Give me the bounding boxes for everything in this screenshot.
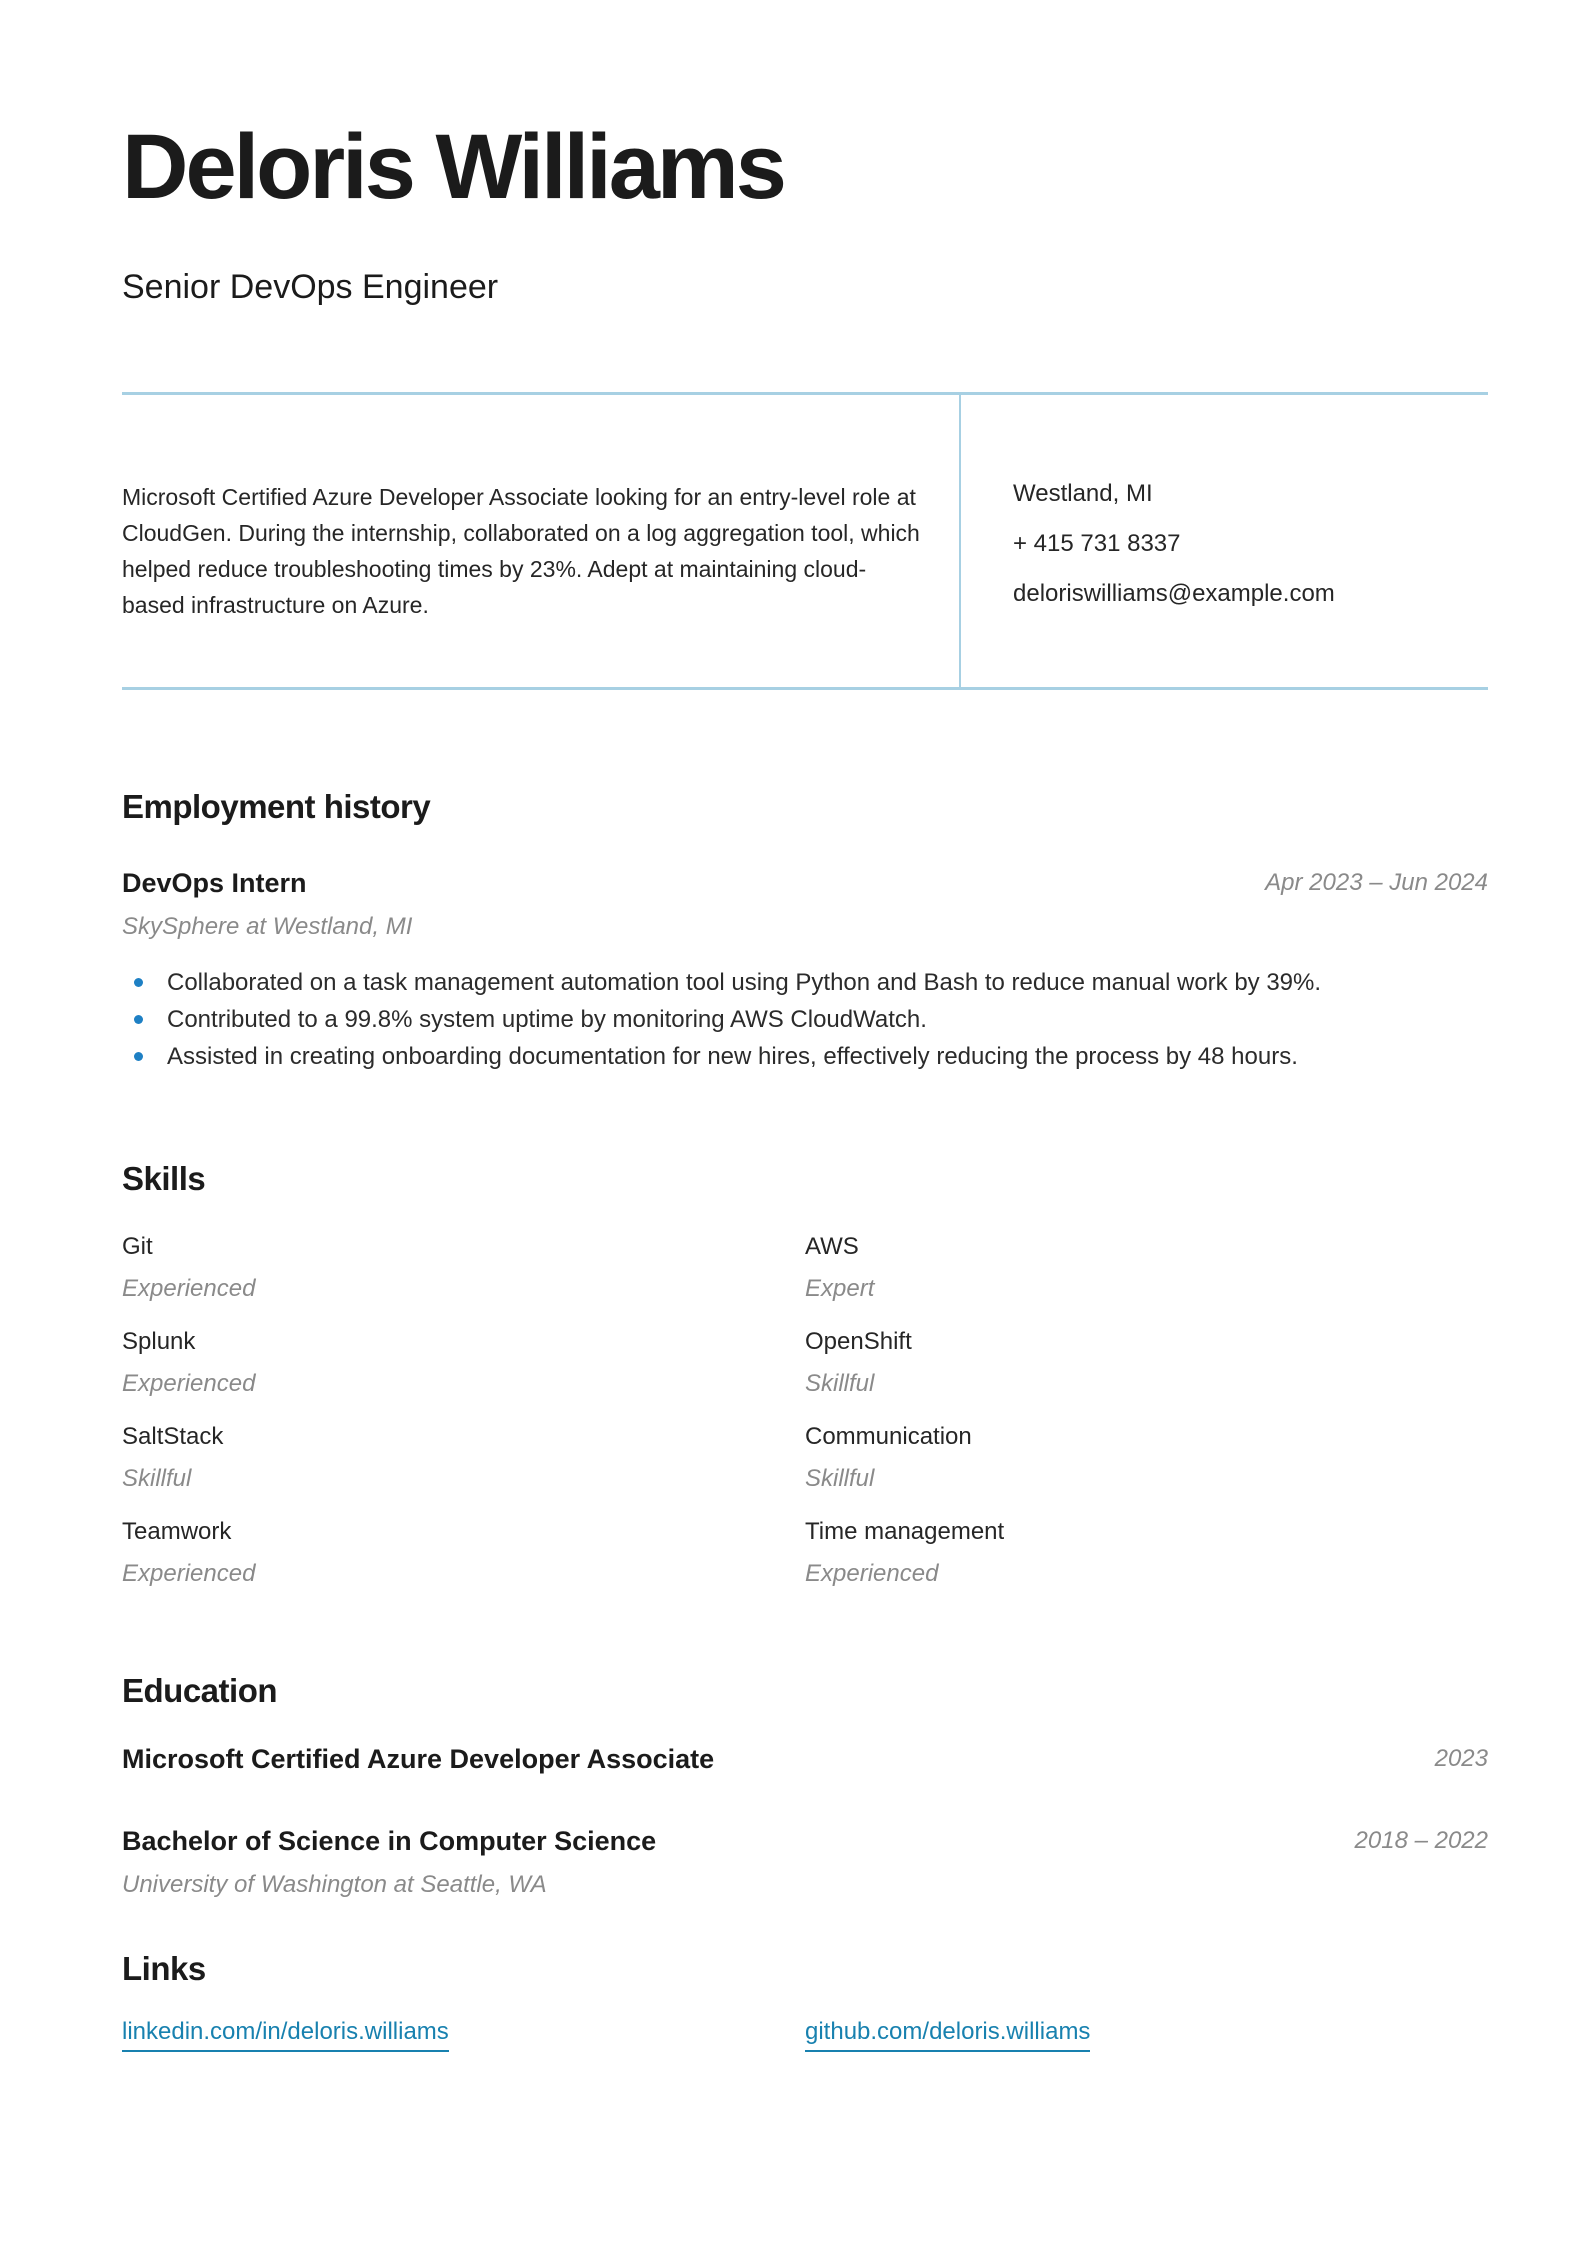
- skill-item: [805, 1422, 1488, 1494]
- education-title: Microsoft Certified Azure Developer Associate: [122, 1744, 715, 1775]
- summary-contact-panel: [122, 392, 1488, 690]
- skill-level: Experienced: [122, 1560, 256, 1588]
- education-dates: 2023: [1434, 1745, 1488, 1773]
- skills-grid: [122, 1232, 1488, 1612]
- skill-item: [122, 1327, 805, 1399]
- skills-heading: Skills: [122, 1160, 206, 1198]
- link-item: [805, 2018, 1488, 2052]
- job-title: DevOps Intern: [122, 868, 307, 899]
- job-dates: Apr 2023 – Jun 2024: [1265, 869, 1488, 897]
- job-entry: [122, 866, 1488, 1072]
- skill-level: Skillful: [122, 1465, 192, 1493]
- job-header-row: [122, 866, 1488, 900]
- education-title: Bachelor of Science in Computer Science: [122, 1826, 657, 1857]
- skill-level: Experienced: [805, 1560, 939, 1588]
- bullet-dot-icon: [134, 1015, 143, 1024]
- bullet-dot-icon: [134, 978, 143, 987]
- links-list: [122, 2018, 1488, 2052]
- external-link[interactable]: linkedin.com/in/deloris.williams: [122, 2018, 449, 2052]
- employment-history-heading: Employment history: [122, 788, 431, 826]
- education-item: [122, 1742, 1488, 1776]
- skill-name: SaltStack: [122, 1423, 224, 1451]
- contact-email: deloriswilliams@example.com: [1013, 580, 1335, 608]
- bullet-dot-icon: [134, 1052, 143, 1061]
- skill-level: Skillful: [805, 1370, 875, 1398]
- skill-item: [122, 1422, 805, 1494]
- skill-item: [805, 1517, 1488, 1589]
- skill-name: Communication: [805, 1423, 972, 1451]
- job-company-location: SkySphere at Westland, MI: [122, 913, 413, 941]
- education-header-row: [122, 1742, 1488, 1776]
- skill-item: [122, 1232, 805, 1304]
- job-bullet: [122, 1005, 1488, 1035]
- job-bullet-list: [122, 968, 1488, 1072]
- contact-location: Westland, MI: [1013, 480, 1153, 508]
- job-bullet-text: Collaborated on a task management automation tool using Python and Bash to reduce manual work by 39%.: [167, 969, 1322, 997]
- skill-item: [805, 1327, 1488, 1399]
- external-link[interactable]: github.com/deloris.williams: [805, 2018, 1090, 2052]
- skill-level: Experienced: [122, 1370, 256, 1398]
- skill-name: Time management: [805, 1518, 1005, 1546]
- skill-level: Expert: [805, 1275, 875, 1303]
- contact-column: [961, 395, 1335, 687]
- education-item: [122, 1824, 1488, 1900]
- contact-phone: + 415 731 8337: [1013, 530, 1181, 558]
- job-bullet-text: Assisted in creating onboarding documentation for new hires, effectively reducing the process by 48 hours.: [167, 1043, 1298, 1071]
- skill-level: Skillful: [805, 1465, 875, 1493]
- skill-item: [805, 1232, 1488, 1304]
- education-heading: Education: [122, 1672, 278, 1710]
- education-dates: 2018 – 2022: [1354, 1827, 1488, 1855]
- skill-name: Teamwork: [122, 1518, 232, 1546]
- skill-name: AWS: [805, 1233, 859, 1261]
- education-school: University of Washington at Seattle, WA: [122, 1871, 547, 1899]
- skill-item: [122, 1517, 805, 1589]
- link-item: [122, 2018, 805, 2052]
- skill-name: Splunk: [122, 1328, 196, 1356]
- education-list: [122, 1742, 1488, 1900]
- job-bullet: [122, 968, 1488, 998]
- job-bullet-text: Contributed to a 99.8% system uptime by monitoring AWS CloudWatch.: [167, 1006, 927, 1034]
- skill-name: Git: [122, 1233, 153, 1261]
- education-header-row: [122, 1824, 1488, 1858]
- links-heading: Links: [122, 1950, 206, 1988]
- job-bullet: [122, 1042, 1488, 1072]
- skill-name: OpenShift: [805, 1328, 912, 1356]
- candidate-job-title: Senior DevOps Engineer: [122, 268, 499, 307]
- candidate-name: Deloris Williams: [122, 116, 784, 218]
- summary-column: [122, 395, 961, 687]
- profile-summary: Microsoft Certified Azure Developer Associate looking for an entry-level role at CloudGen. During the internship, collaborated on a log aggregation tool, which helped reduce troubleshooting times by 23%. Adept at maintaining cloud-based infrastructure on Azure.: [122, 484, 920, 619]
- skill-level: Experienced: [122, 1275, 256, 1303]
